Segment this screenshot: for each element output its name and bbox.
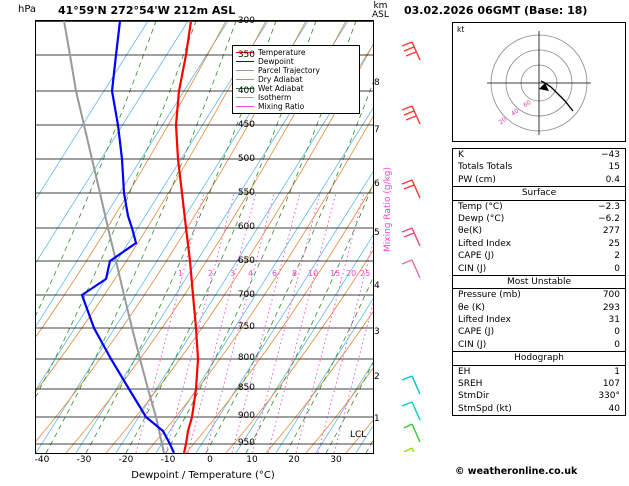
row-label-mu-thetae: θe (K) [458,302,485,313]
hodograph-svg [453,23,625,141]
table-row-sfc-li [453,238,625,250]
mixing-label-1: 1 [178,269,184,278]
table-row-sfc-thetae [453,225,625,237]
table-row-totals [453,161,625,173]
ytick-350: 350 [237,50,255,60]
table-row-mu-cape [453,326,625,338]
xtick-10: 10 [246,455,258,465]
table-row-sfc-cin [453,263,625,275]
wind-barb-800 [402,376,420,394]
wind-barb-380 [402,106,420,124]
mixing-label-2: 2 [208,269,214,278]
legend-item-mixing-ratio [236,102,356,111]
section-header-most-unstable: Most Unstable [453,275,625,289]
kmtick-4: 4 [374,281,380,291]
mixing-label-20: 20 [346,269,357,278]
table-row-sfc-cape [453,250,625,262]
xtick-0: 0 [207,455,213,465]
ytick-550: 550 [237,188,255,198]
run-datetime: 03.02.2026 06GMT (Base: 18) [404,4,588,17]
xtick-30: 30 [330,455,342,465]
skewt-chart [35,20,374,454]
row-label-totals: Totals Totals [458,162,513,173]
mixing-label-3: 3 [230,269,236,278]
row-label-sfc-dewp: Dewp (°C) [458,213,505,224]
row-value-pw: 0.4 [605,174,620,185]
row-value-sfc-li: 25 [608,238,620,249]
table-row-sreh [453,378,625,390]
legend-item-dry-adiabat [236,75,356,84]
table-row-stmdir [453,390,625,402]
row-value-sfc-dewp: −6.2 [598,213,620,224]
kmtick-6: 6 [374,179,380,189]
xtick-20: 20 [288,455,300,465]
ytick-500: 500 [237,154,255,164]
mixing-label-25: 25 [360,269,371,278]
mixing-label-6: 6 [272,269,278,278]
row-label-sreh: SREH [458,379,483,390]
hodograph-ring-label-20: 20 [497,116,508,127]
kmtick-8: 8 [374,78,380,88]
pressure-unit-label: hPa [18,4,37,15]
row-value-k: −43 [601,150,620,160]
height-unit-line2: ASL [372,10,389,20]
table-row-stmspd [453,403,625,415]
kmtick-2: 2 [374,372,380,382]
row-label-sfc-temp: Temp (°C) [458,201,503,212]
parcel-trajectory-line [64,21,164,453]
ytick-450: 450 [237,120,255,130]
row-value-mu-pressure: 700 [602,290,620,301]
row-label-mu-li: Lifted Index [458,315,511,326]
row-label-stmdir: StmDir [458,391,490,402]
wind-barb-950 [404,448,420,452]
ytick-650: 650 [237,256,255,266]
xtick--10: -10 [160,455,176,465]
row-label-eh: EH [458,366,471,377]
row-value-eh: 1 [614,366,620,377]
row-value-sfc-thetae: 277 [602,226,620,237]
row-value-totals: 15 [608,162,620,173]
lcl-label: LCL [350,430,367,440]
table-row-mu-pressure [453,289,625,301]
legend-swatch-dry-adiabat [236,79,254,80]
mixing-label-15: 15 [330,269,341,278]
ytick-300: 300 [237,16,255,26]
wind-barb-500 [402,228,420,246]
row-value-mu-cape: 0 [614,327,620,338]
row-label-mu-cin: CIN (J) [458,339,487,350]
legend-swatch-isotherm [236,97,254,98]
indices-table [452,148,626,416]
legend-label-parcel: Parcel Trajectory [258,65,320,75]
legend-label-temperature: Temperature [258,47,306,57]
row-label-k: K [458,150,464,160]
table-row-pw [453,174,625,186]
row-label-sfc-cin: CIN (J) [458,263,487,274]
row-value-mu-thetae: 293 [602,302,620,313]
row-value-stmdir: 330° [598,391,620,402]
wind-barb-column [398,20,426,452]
row-value-sreh: 107 [602,379,620,390]
ytick-400: 400 [237,86,255,96]
kmtick-1: 1 [374,414,380,424]
ytick-950: 950 [237,438,255,448]
wind-barb-850 [402,402,420,420]
table-row-sfc-temp [453,201,625,213]
legend-item-parcel [236,66,356,75]
row-label-sfc-li: Lifted Index [458,238,511,249]
table-row-mu-thetae [453,302,625,314]
mixing-ratio-axis-label: Mixing Ratio (g/kg) [383,166,393,252]
height-unit-line1: km [373,1,388,11]
legend-swatch-parcel [236,70,254,71]
copyright-footer: © weatheronline.co.uk [455,466,578,477]
hodograph-panel [452,22,626,142]
row-value-mu-li: 31 [608,315,620,326]
ytick-750: 750 [237,322,255,332]
ytick-600: 600 [237,222,255,232]
ytick-850: 850 [237,383,255,393]
row-label-pw: PW (cm) [458,174,496,185]
section-header-surface: Surface [453,186,625,200]
table-row-mu-li [453,314,625,326]
legend-label-wet-adiabat: Wet Adiabat [258,83,304,93]
xtick--30: -30 [76,455,92,465]
section-header-hodograph: Hodograph [453,351,625,365]
row-label-stmspd: StmSpd (kt) [458,403,512,414]
row-label-sfc-cape: CAPE (J) [458,251,495,262]
legend-label-isotherm: Isotherm [258,92,292,102]
row-value-sfc-temp: −2.3 [598,201,620,212]
legend-label-dry-adiabat: Dry Adiabat [258,74,303,84]
table-row-eh [453,366,625,378]
kmtick-5: 5 [374,228,380,238]
row-value-sfc-cin: 0 [614,263,620,274]
row-label-mu-cape: CAPE (J) [458,327,495,338]
wind-barb-420 [402,180,420,198]
row-value-stmspd: 40 [608,403,620,414]
ytick-900: 900 [237,411,255,421]
station-title: 41°59'N 272°54'W 212m ASL [58,4,236,17]
table-row-sfc-dewp [453,213,625,225]
legend-swatch-mixing-ratio [236,106,254,107]
height-unit-label [372,2,389,20]
legend-label-mixing-ratio: Mixing Ratio [258,101,305,111]
legend-swatch-dewpoint [236,61,254,62]
kmtick-3: 3 [374,327,380,337]
row-label-sfc-thetae: θe(K) [458,226,482,237]
ytick-800: 800 [237,353,255,363]
ytick-700: 700 [237,290,255,300]
row-value-sfc-cape: 2 [614,251,620,262]
x-axis-title: Dewpoint / Temperature (°C) [131,470,275,481]
xtick--20: -20 [118,455,134,465]
hodograph-ring-labels [498,99,533,126]
wind-barb-330 [402,42,420,60]
legend-label-dewpoint: Dewpoint [258,56,294,66]
row-value-mu-cin: 0 [614,339,620,350]
hodograph-ring-label-40: 40 [509,107,521,118]
mixing-label-4: 4 [248,269,254,278]
hodograph-unit-label: kt [457,25,465,34]
kmtick-7: 7 [374,125,380,135]
row-label-mu-pressure: Pressure (mb) [458,290,521,301]
wind-barb-900 [404,424,420,442]
table-row-mu-cin [453,339,625,351]
wind-barb-550 [402,260,420,278]
table-row-k [453,149,625,161]
mixing-label-10: 10 [308,269,319,278]
hodograph-ring-label-60: 60 [522,98,533,110]
xtick--40: -40 [34,455,50,465]
mixing-label-8: 8 [292,269,298,278]
